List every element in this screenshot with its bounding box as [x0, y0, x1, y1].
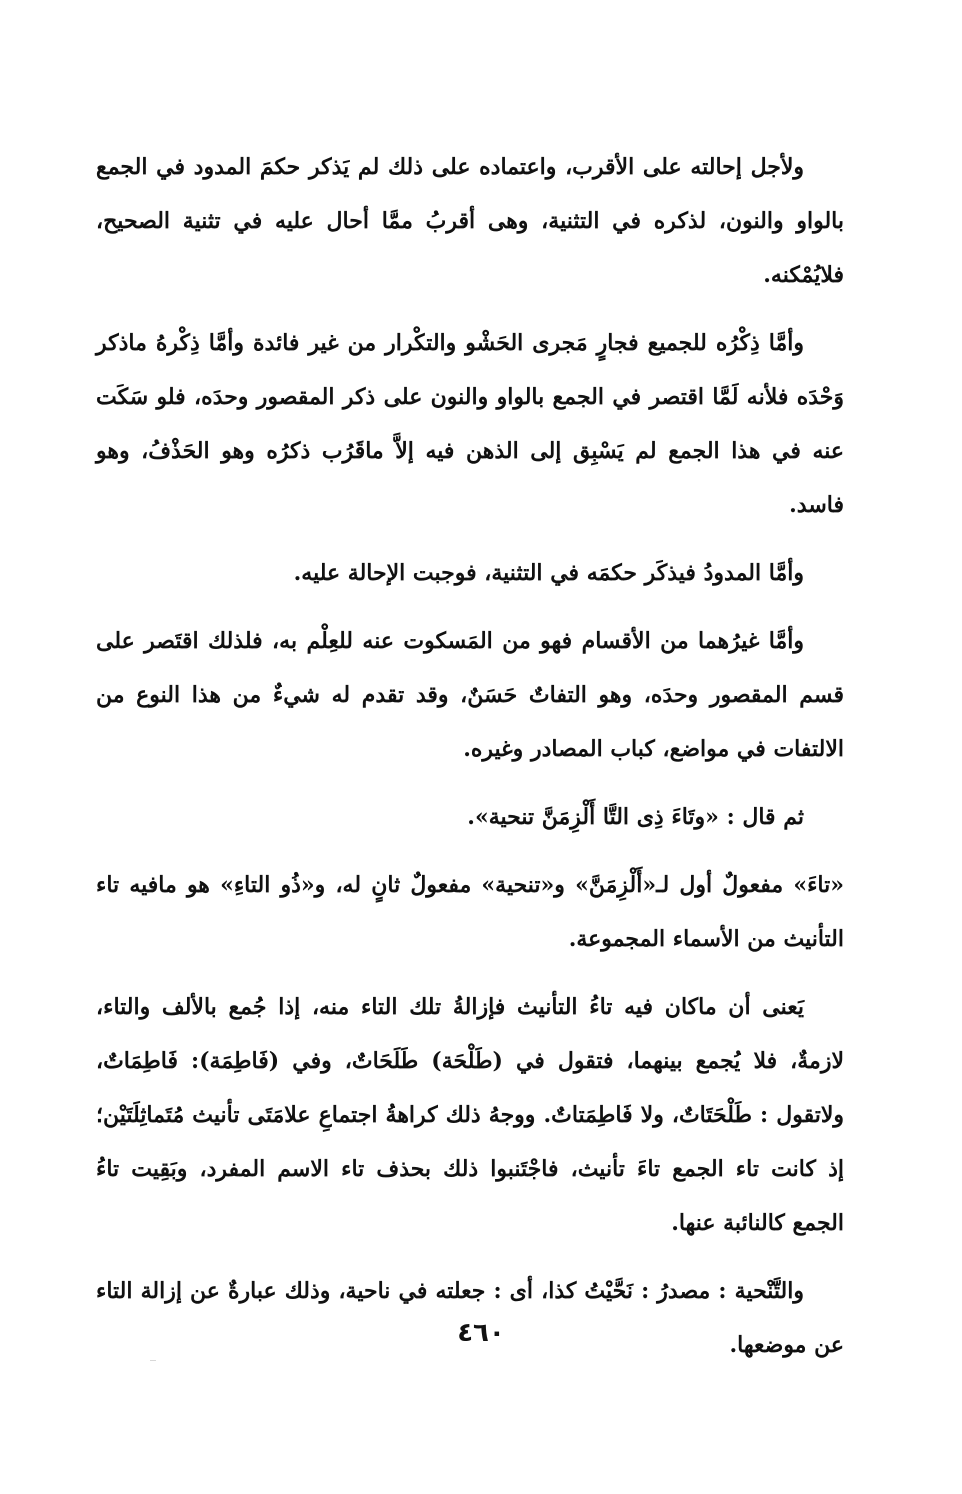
- paragraph-7: يَعنى أن ماكان فيه تاءُ التأنيث فإزالةُ تلك التاء منه، إذا جُمع بالألف والتاء، لازمةٌ، فلا يُجمع بينهما، فتقول في (طَلْحَة) طَلَحَاتٌ، وفي (فَاطِمَة): فَاطِمَاتٌ، ولاتقول : طَلْحَتَاتٌ، ولا فَاطِمَتاتٌ. ووجهُ ذلك كراهةُ اجتماعِ علامَتَى تأنيث مُتَماثِلَتَيْن؛ إذ كانت تاء الجمع تاءَ تأنيث، فاجْتَنبوا ذلك بحذف تاء الاسم المفرد، وبَقِيت تاءُ الجمع كالنائبة عنها.: [96, 994, 844, 1236]
- paragraph-4: وأمَّا غيرُهما من الأقسام فهو من المَسكوت عنه للعِلْم به، فلذلك اقتَصر على قسم المقصور وحدَه، وهو التفاتٌ حَسَنٌ، وقد تقدم له شيءٌ من هذا النوع من الالتفات في مواضع، كباب المصادر وغيره.: [96, 628, 844, 762]
- page-number: ٤٦٠: [457, 1318, 505, 1348]
- paragraph-8: والتَّنْحية : مصدرُ : نَحَّيْتُ كذا، أى : جعلته في ناحية، وذلك عبارةٌ عن إزالة التاء عن موضعها.: [96, 1278, 844, 1358]
- scan-artifact-line: [150, 1360, 156, 1361]
- paragraph-1: ولأجل إحالته على الأقرب، واعتماده على ذلك لم يَذكر حكمَ المدود في الجمع بالواو والنون، لذكره في التثنية، وهى أقربُ ممَّا أحال عليه في تثنية الصحيح، فلايُمْكنه.: [96, 154, 844, 288]
- body-text: [96, 140, 844, 1386]
- paragraph-3: وأمَّا المدودُ فيذكَر حكمَه في التثنية، فوجبت الإحالة عليه.: [293, 560, 804, 586]
- paragraph-6: «تاءَ» مفعولٌ أول لـ«أَلْزِمَنَّ» و«تنحية» مفعولٌ ثانٍ له، و«ذُو التاءِ» هو مافيه تاء التأنيث من الأسماء المجموعة.: [96, 872, 844, 952]
- paragraph-5-quote: ثم قال : «وتَاءَ ذِى التَّا أَلْزِمَنَّ تنحية».: [467, 804, 804, 830]
- paragraph-2: وأمَّا ذِكْرُه للجميع فجارٍ مَجرى الحَشْو والتكْرار من غير فائدة وأمَّا ذِكْرهُ ماذكر وَحْدَه فلأنه لَمَّا اقتصر في الجمع بالواو والنون على ذكر المقصور وحدَه، فلو سَكَت عنه في هذا الجمع لم يَسْبِق إلى الذهن فيه إلاَّ ماقَرُب ذكرُه وهو الحَذْفُ، وهو فاسد.: [96, 330, 844, 518]
